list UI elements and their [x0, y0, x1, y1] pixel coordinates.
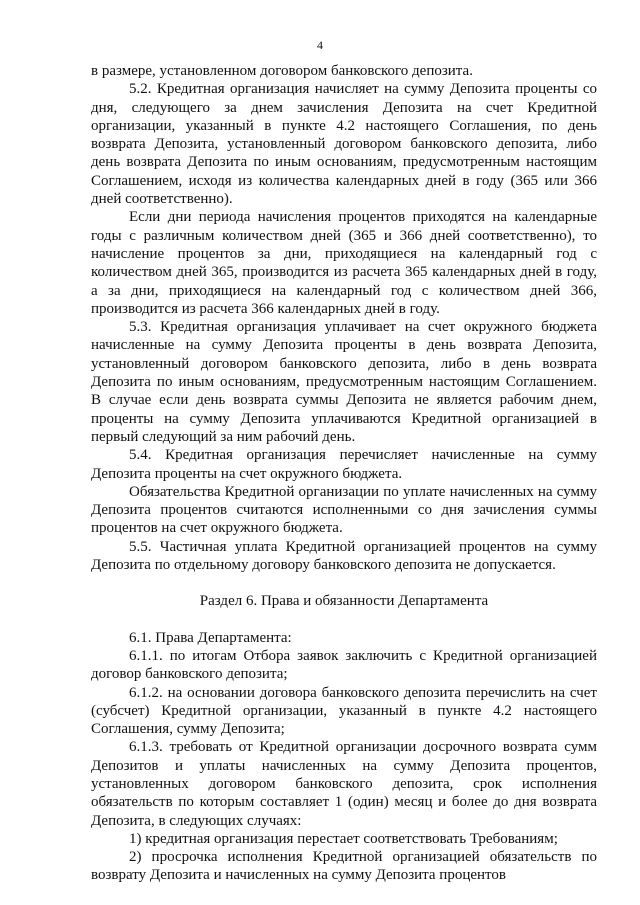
paragraph-5-5: 5.5. Частичная уплата Кредитной организацией процентов на сумму Депозита по отдельному договору банковского депозита не допускается. — [91, 538, 597, 574]
list-item-2: 2) просрочка исполнения Кредитной организацией обязательств по возврату Депозита и начисленных на сумму Депозита процентов — [91, 849, 597, 884]
document-body — [91, 62, 597, 885]
paragraph-5-3: 5.3. Кредитная организация уплачивает на счет окружного бюджета начисленные на сумму Депозита проценты в день возврата Депозита, установленный договором банковского депозита, либо в день возврата Депозита по иным основаниям, предусмотренным настоящим Соглашением. В случае если день возврата суммы Депозита не является рабочим днем, проценты на сумму Депозита уплачиваются Кредитной организацией в первый следующий за ним рабочий день. — [91, 319, 597, 445]
paragraph-5-2: 5.2. Кредитная организация начисляет на сумму Депозита проценты со дня, следующего за днем зачисления Депозита на счет Кредитной организации, указанный в пункте 4.2 настоящего Соглашения, по день возврата Депозита, установленный договором банковского депозита, либо день возврата Депозита по иным основаниям, предусмотренным настоящим Соглашением, исходя из количества календарных дней в году (365 или 366 дней соответственно). — [91, 81, 597, 208]
paragraph-6-1-2: 6.1.2. на основании договора банковского депозита перечислить на счет (субсчет) Кредитной организации, указанный в пункте 4.2 настоящего Соглашения, сумму Депозита; — [91, 684, 597, 738]
paragraph-6-1: 6.1. Права Департамента: — [129, 629, 292, 646]
section-heading: Раздел 6. Права и обязанности Департамента — [199, 593, 489, 610]
paragraph-5-4: 5.4. Кредитная организация перечисляет начисленные на сумму Депозита проценты на счет окружного бюджета. — [91, 447, 597, 482]
paragraph-6-1-1: 6.1.1. по итогам Отбора заявок заключить с Кредитной организацией договор банковского депозита; — [91, 647, 597, 683]
page-number: 4 — [317, 38, 323, 52]
paragraph-5-4-obligations: Обязательства Кредитной организации по уплате начисленных на сумму Депозита процентов считаются исполненными со дня зачисления суммы процентов на счет окружного бюджета. — [91, 483, 597, 537]
paragraph-5-2-leap-years: Если дни периода начисления процентов приходятся на календарные годы с различным количеством дней (365 и 366 дней соответственно), то начисление процентов за дни, приходящиеся на календарный год с количеством дней 365, производится из расчета 365 календарных дней в году, а за дни, приходящиеся на календарный год с количеством дней 366, производится из расчета 366 календарных дней в году. — [91, 209, 597, 317]
paragraph-continuation: в размере, установленном договором банковского депозита. — [91, 63, 473, 79]
paragraph-6-1-3: 6.1.3. требовать от Кредитной организации досрочного возврата сумм Депозитов и уплаты начисленных на сумму Депозита процентов, установленных договором банковского депозита, срок исполнения обязательств по которым составляет 1 (один) месяц и более до дня возврата Депозита, в следующих случаях: — [91, 739, 597, 829]
list-item-1: 1) кредитная организация перестает соответствовать Требованиям; — [129, 830, 558, 847]
